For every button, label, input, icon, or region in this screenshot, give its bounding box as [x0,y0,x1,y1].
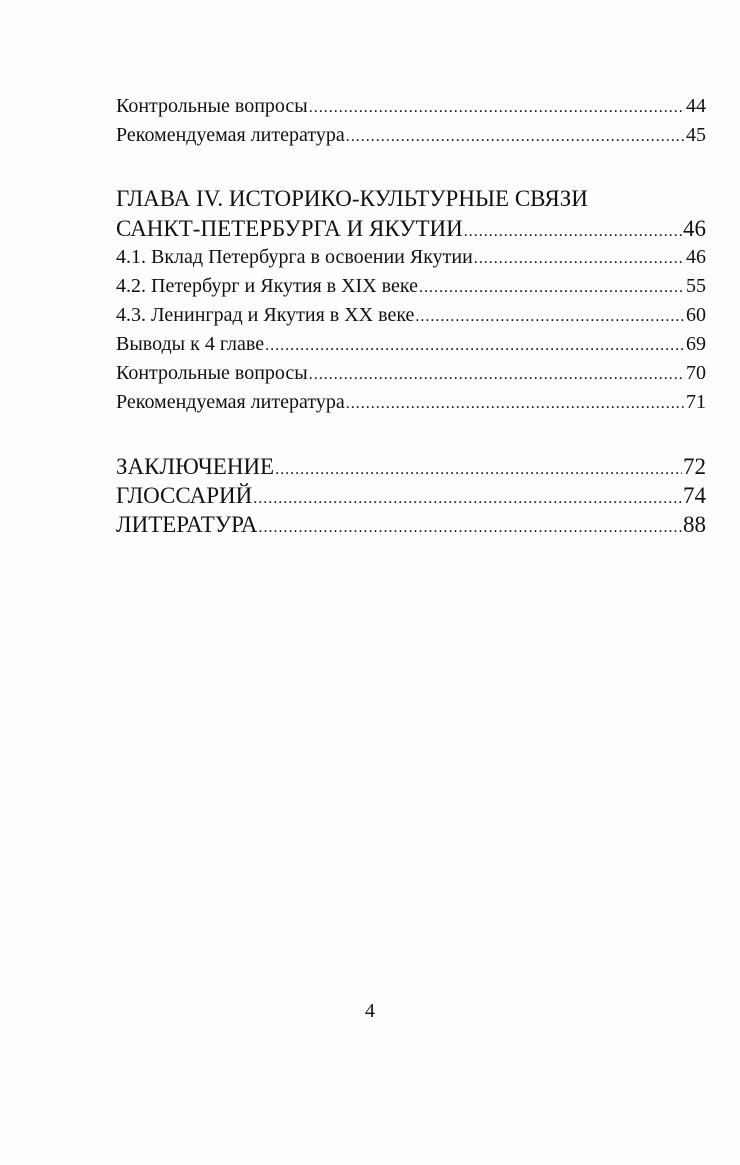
toc-entry-page: 55 [686,275,706,297]
table-of-contents [116,92,706,539]
toc-entry-label: 4.3. Ленинград и Якутия в XX веке [116,304,415,326]
dot-leader [474,244,685,273]
dot-leader [464,217,682,246]
dot-leader [309,93,685,122]
toc-entry-page: 46 [686,246,706,268]
toc-entry-page: 60 [686,304,706,326]
toc-entry-page: 46 [683,216,706,241]
toc-entry-4-3 [116,301,706,330]
toc-entry-conclusions-ch4 [116,330,706,359]
dot-leader [309,360,685,389]
toc-entry-review-questions-ch3 [116,92,706,121]
toc-entry-label: 4.2. Петербург и Якутия в XIX веке [116,275,418,297]
toc-entry-label: Контрольные вопросы [116,362,308,384]
toc-entry-label: Выводы к 4 главе [116,333,265,355]
chapter-4-heading-line1: ГЛАВА IV. ИСТОРИКО-КУЛЬТУРНЫЕ СВЯЗИ [116,186,588,211]
dot-leader [275,455,682,484]
page-number: 4 [365,1000,375,1022]
toc-entry-label: ЛИТЕРАТУРА [116,512,258,537]
dot-leader [259,513,682,542]
toc-entry-4-1 [116,243,706,272]
toc-entry-4-2 [116,272,706,301]
dot-leader [253,484,682,513]
dot-leader [265,331,685,360]
toc-entry-label: ГЛОССАРИЙ [116,483,253,508]
toc-entry-recommended-literature-ch4 [116,388,706,417]
toc-entry-page: 71 [686,391,706,413]
chapter-4-heading-line2 [116,214,706,243]
toc-entry-label: Рекомендуемая литература [116,391,345,413]
toc-entry-page: 70 [686,362,706,384]
toc-entry-conclusion [116,452,706,481]
toc-entry-review-questions-ch4 [116,359,706,388]
toc-entry-page: 44 [686,95,706,117]
toc-entry-page: 45 [686,124,706,146]
dot-leader [346,122,685,151]
toc-entry-page: 74 [683,483,706,508]
dot-leader [419,273,685,302]
toc-entry-literature [116,510,706,539]
toc-entry-label: Рекомендуемая литература [116,124,345,146]
dot-leader [415,302,685,331]
dot-leader [346,389,685,418]
toc-entry-label: САНКТ-ПЕТЕРБУРГА И ЯКУТИИ [116,216,463,241]
toc-entry-label: 4.1. Вклад Петербурга в освоении Якутии [116,246,473,268]
toc-entry-recommended-literature-ch3 [116,121,706,150]
toc-entry-page: 72 [683,454,706,479]
toc-entry-page: 88 [683,512,706,537]
toc-entry-page: 69 [686,333,706,355]
toc-entry-label: Контрольные вопросы [116,95,308,117]
toc-entry-glossary [116,481,706,510]
toc-entry-label: ЗАКЛЮЧЕНИЕ [116,454,275,479]
